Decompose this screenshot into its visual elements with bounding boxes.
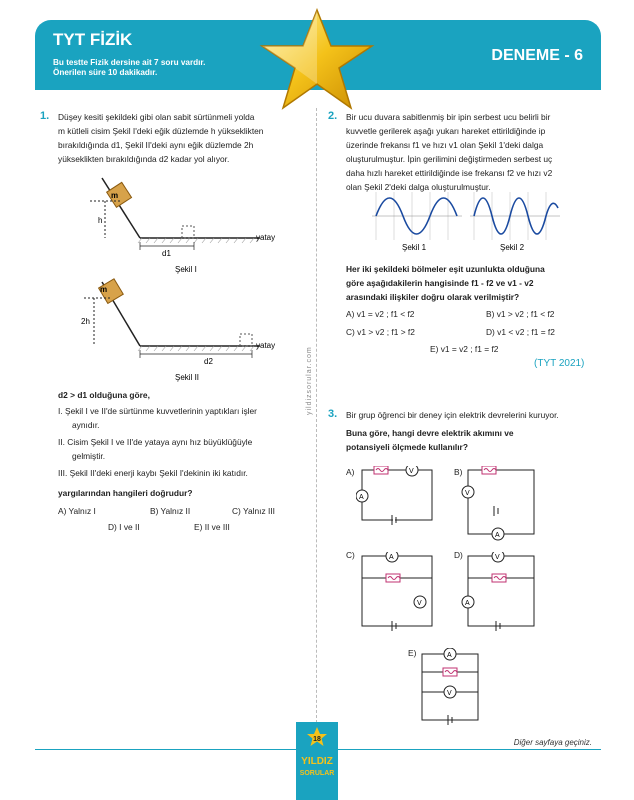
brand-name-1: YILDIZ [301, 756, 333, 767]
source-label: (TYT 2021) [534, 358, 585, 369]
circuit-c [356, 552, 438, 632]
next-page-note: Diğer sayfaya geçiniz. [513, 738, 592, 747]
question-3-number: 3. [328, 408, 338, 420]
text-line: Düşey kesiti şekildeki gibi olan sabit sürtünmeli yolda [58, 112, 255, 122]
text-line: Her iki şekildeki bölmeler eşit uzunlukta olduğuna [346, 264, 545, 274]
side-watermark: yildizsorular.com [306, 346, 313, 415]
statement: I. Şekil I ve II'de sürtünme kuvvetlerinin yaptıkları işler [58, 406, 257, 416]
circuit-a [356, 466, 438, 526]
circuit-label-a: A) [346, 467, 355, 477]
circuit-label-c: C) [346, 550, 355, 560]
circuit-e [414, 648, 484, 728]
figure-caption: Şekil I [175, 265, 197, 274]
question-2-prompt [346, 262, 601, 304]
figure-1-incline [80, 168, 280, 278]
text-line: olan Şekil 2'deki dalga oluşturulmuştur. [346, 182, 491, 192]
choice-e[interactable]: E) v1 = v2 ; f1 = f2 [430, 344, 499, 354]
height-label: h [98, 216, 103, 225]
question-3-prompt [346, 426, 514, 454]
text-line: kuvvetle gerilerek aşağı yukarı hareket ettirildiğinde ip [346, 126, 546, 136]
text-line: göre aşağıdakilerin hangisinde f1 - f2 ve v1 - v2 [346, 278, 534, 288]
question-1-prompt: yargılarından hangileri doğrudur? [58, 488, 193, 498]
text-line: yükseklikten bırakıldığında d2 kadar yol alıyor. [58, 154, 230, 164]
question-3-text: Bir grup öğrenci bir deney için elektrik devrelerini kuruyor. [346, 410, 559, 420]
svg-text:V: V [409, 468, 414, 475]
circuit-label-e: E) [408, 648, 417, 658]
wave-caption-2: Şekil 2 [500, 243, 525, 252]
distance-label: d1 [162, 249, 171, 258]
choice-b[interactable]: B) Yalnız II [150, 506, 191, 516]
svg-text:V: V [447, 690, 452, 697]
text-line: üzerinde frekansı f1 ve hızı v1 olan Şekil 1'deki dalga [346, 140, 544, 150]
svg-text:A: A [465, 600, 470, 607]
brand-name-2: SORULAR [299, 770, 335, 777]
choice-b[interactable]: B) v1 > v2 ; f1 < f2 [486, 309, 555, 319]
text-line: potansiyeli ölçmede kullanılır? [346, 442, 468, 452]
distance-label: d2 [204, 357, 213, 366]
header-info-line: Önerilen süre 10 dakikadır. [53, 68, 158, 77]
statements-list [58, 404, 308, 480]
question-2-number: 2. [328, 110, 338, 122]
svg-text:V: V [465, 490, 470, 497]
brand-logo [296, 722, 338, 800]
svg-text:A: A [359, 494, 364, 501]
header-info-line: Bu testte Fizik dersine ait 7 soru vardır. [53, 58, 206, 67]
floor-label: yatay [256, 233, 276, 242]
condition-text: d2 > d1 olduğuna göre, [58, 390, 150, 400]
question-1-number: 1. [40, 110, 50, 122]
text-line: arasındaki ilişkiler doğru olarak verilmiştir? [346, 292, 520, 302]
statement: aynıdır. [72, 420, 100, 430]
header-info [53, 58, 205, 78]
circuit-label-b: B) [454, 467, 463, 477]
text-line: Bir ucu duvara sabitlenmiş bir ipin serbest ucu belirli bir [346, 112, 551, 122]
choice-d[interactable]: D) I ve II [108, 522, 140, 532]
circuit-d [458, 552, 540, 632]
text-line: daha hızlı hareket ettirildiğinde ise frekansı f2 ve hızı v2 [346, 168, 553, 178]
choice-e[interactable]: E) II ve III [194, 522, 230, 532]
column-divider [316, 108, 317, 728]
question-1-text [58, 110, 308, 166]
svg-text:A: A [389, 554, 394, 561]
statement: III. Şekil II'deki enerji kaybı Şekil I'dekinin iki katıdır. [58, 468, 248, 478]
wave-figures [372, 192, 572, 254]
choice-a[interactable]: A) Yalnız I [58, 506, 96, 516]
wave-caption-1: Şekil 1 [402, 243, 427, 252]
statement: gelmiştir. [72, 451, 106, 461]
mass-label: m [100, 285, 108, 294]
floor-label: yatay [256, 341, 276, 350]
page-number: 18 [313, 736, 321, 743]
svg-text:V: V [495, 554, 500, 561]
question-2-text [346, 110, 596, 194]
mass-label: m [111, 191, 119, 200]
height-label: 2h [81, 317, 90, 326]
choice-c[interactable]: C) Yalnız III [232, 506, 275, 516]
circuit-b [458, 466, 540, 542]
figure-caption: Şekil II [175, 373, 200, 382]
statement: II. Cisim Şekil I ve II'de yataya aynı hız büyüklüğüyle [58, 437, 253, 447]
text-line: m kütleli cisim Şekil I'deki eğik düzlemde h yükseklikten [58, 126, 264, 136]
svg-text:A: A [447, 652, 452, 659]
choice-d[interactable]: D) v1 < v2 ; f1 = f2 [486, 327, 555, 337]
svg-text:V: V [417, 600, 422, 607]
figure-2-incline [80, 278, 280, 386]
text-line: Buna göre, hangi devre elektrik akımını ve [346, 428, 514, 438]
svg-text:A: A [495, 532, 500, 539]
subject-title: TYT FİZİK [53, 30, 133, 49]
choice-a[interactable]: A) v1 = v2 ; f1 < f2 [346, 309, 415, 319]
text-line: bırakıldığında d1, Şekil II'deki aynı eğik düzlemde 2h [58, 140, 254, 150]
star-icon [254, 8, 380, 112]
text-line: oluşturulmuştur. İpin gerilimini değiştirmeden serbest uç [346, 154, 553, 164]
exam-label: DENEME - 6 [491, 47, 583, 64]
choice-c[interactable]: C) v1 > v2 ; f1 > f2 [346, 327, 415, 337]
circuit-label-d: D) [454, 550, 463, 560]
